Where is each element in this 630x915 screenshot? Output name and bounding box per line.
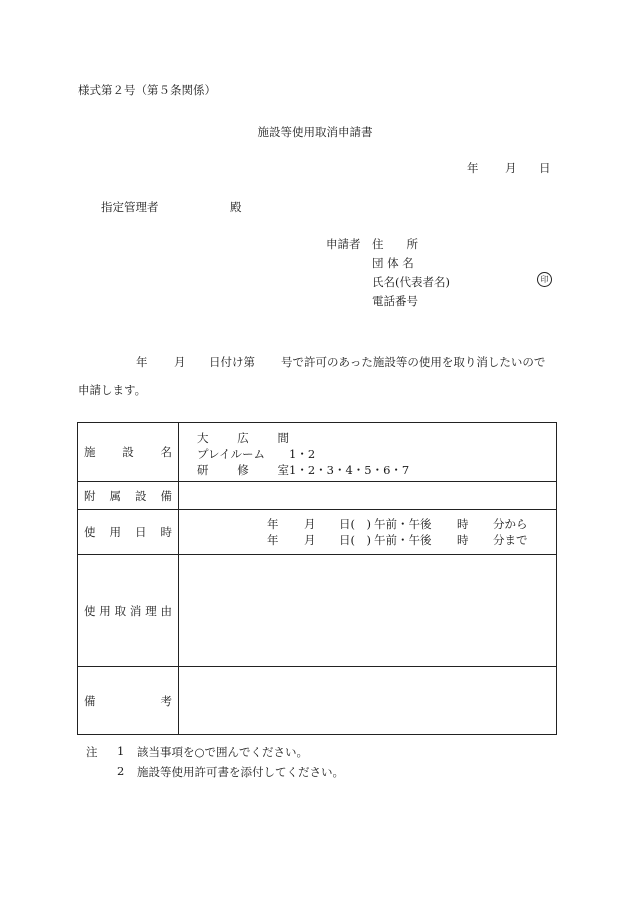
date-year: 年 — [467, 161, 479, 175]
note-text: 施設等使用許可書を添付してください。 — [137, 765, 344, 779]
facility-list — [179, 423, 557, 482]
facility-item: プレイルーム 1・2 — [197, 447, 316, 461]
reason-value[interactable] — [179, 555, 557, 667]
applicant-name: 氏名(代表者名) — [372, 275, 450, 289]
reason-row — [78, 555, 557, 667]
document-title: 施設等使用取消申請書 — [257, 125, 373, 139]
equipment-label: 附 属 設 備 — [78, 482, 179, 510]
remarks-label: 備 考 — [78, 667, 179, 735]
equipment-value[interactable] — [179, 482, 557, 510]
note-number: 2 — [117, 764, 125, 778]
equipment-row — [78, 482, 557, 510]
addressee-honorific: 殿 — [230, 200, 242, 214]
facility-item: 大 広 間 — [197, 431, 289, 445]
applicant-label: 申請者 — [326, 237, 361, 251]
application-table — [77, 422, 557, 735]
note-number: 1 — [117, 744, 125, 758]
body-dated: 日付け第 — [209, 355, 255, 369]
reason-label: 使 用 取 消 理 由 — [78, 555, 179, 667]
body-line2: 申請します。 — [78, 383, 147, 397]
body-month: 月 — [174, 355, 186, 369]
seal-mark: 印 — [537, 272, 552, 287]
applicant-phone: 電話番号 — [372, 294, 418, 308]
notes-label: 注 — [86, 745, 98, 759]
body-rest: 号で許可のあった施設等の使用を取り消したいので — [281, 355, 546, 369]
facility-row — [78, 423, 557, 482]
datetime-label: 使 用 日 時 — [78, 510, 179, 555]
date-day: 日 — [539, 161, 551, 175]
remarks-row — [78, 667, 557, 735]
datetime-to: 年 月 日( ) 午前・午後 時 分まで — [267, 533, 528, 547]
facility-item: 研 修 室 1・2・3・4・5・6・7 — [197, 463, 410, 477]
form-number: 様式第２号（第５条関係） — [78, 83, 216, 97]
datetime-row — [78, 510, 557, 555]
body-year: 年 — [136, 355, 148, 369]
applicant-group-name: 団 体 名 — [372, 256, 414, 270]
datetime-from: 年 月 日( ) 午前・午後 時 分から — [267, 517, 528, 531]
date-month: 月 — [505, 161, 517, 175]
facility-label: 施 設 名 — [78, 423, 179, 482]
remarks-value[interactable] — [179, 667, 557, 735]
note-text: 該当事項を○で囲んでください。 — [137, 745, 309, 759]
applicant-address: 住 所 — [372, 237, 418, 251]
datetime-value[interactable] — [179, 510, 557, 555]
addressee-label: 指定管理者 — [101, 200, 159, 214]
